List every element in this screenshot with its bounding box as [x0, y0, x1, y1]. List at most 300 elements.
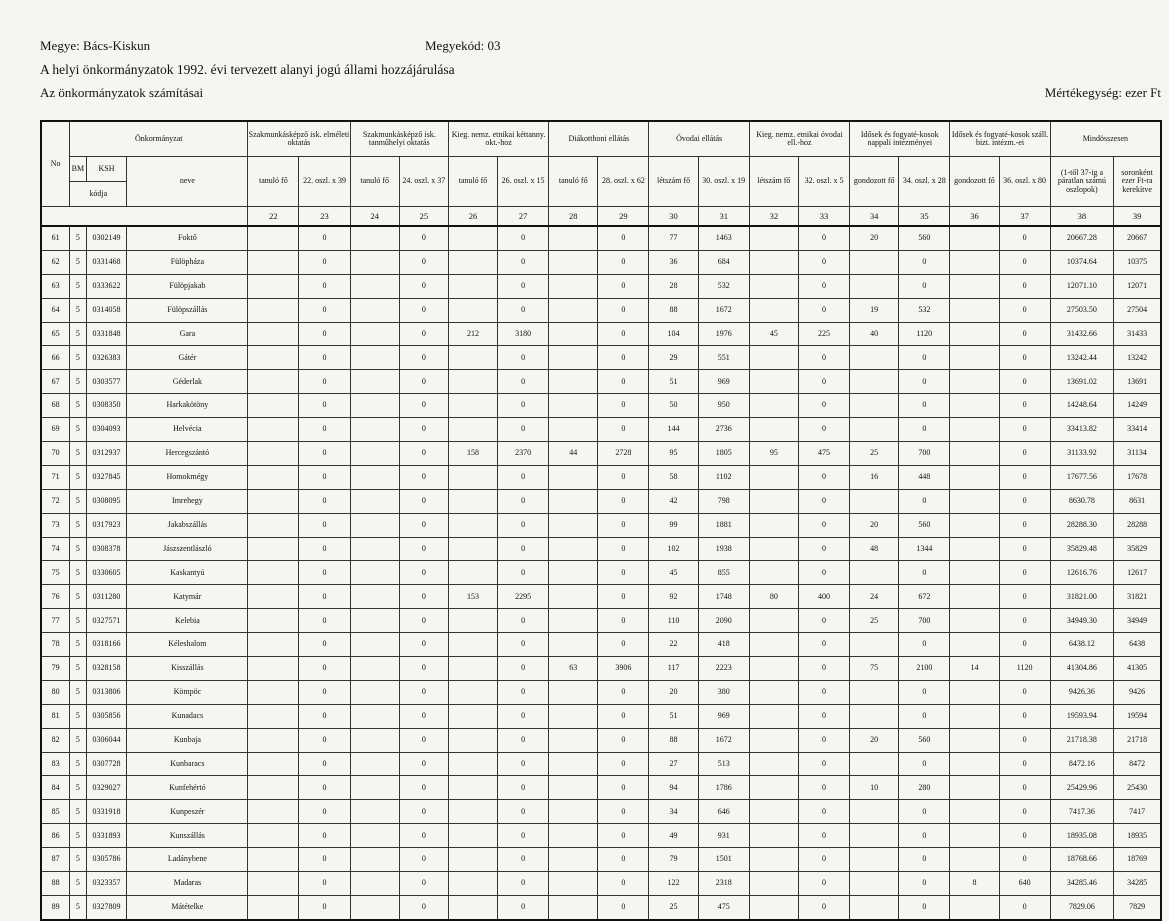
value-cell: [850, 394, 899, 418]
value-cell: 24: [850, 585, 899, 609]
municipality-name: Kéleshalom: [127, 633, 248, 657]
value-cell: 0: [999, 418, 1050, 442]
value-cell: 0: [498, 537, 549, 561]
bm-code: 5: [70, 274, 86, 298]
municipality-name: Kunbaracs: [127, 752, 248, 776]
value-cell: [350, 633, 399, 657]
value-cell: 19594: [1114, 704, 1161, 728]
value-cell: 0: [299, 752, 350, 776]
value-cell: 0: [999, 895, 1050, 919]
value-cell: [950, 752, 999, 776]
value-cell: [950, 298, 999, 322]
value-cell: 18935.08: [1050, 824, 1113, 848]
value-cell: 1501: [698, 848, 749, 872]
row-number: 73: [41, 513, 70, 537]
ksh-code: 0307728: [86, 752, 127, 776]
value-cell: 0: [299, 394, 350, 418]
value-cell: 0: [999, 848, 1050, 872]
value-cell: [248, 872, 299, 896]
value-cell: 0: [299, 848, 350, 872]
value-cell: 0: [999, 680, 1050, 704]
header-bm: BM: [70, 157, 86, 182]
value-cell: 0: [598, 226, 649, 250]
value-cell: [950, 561, 999, 585]
value-cell: [350, 657, 399, 681]
value-cell: 1786: [698, 776, 749, 800]
municipality-name: Foktő: [127, 226, 248, 250]
header-neve: neve: [127, 157, 248, 207]
value-cell: 0: [798, 370, 849, 394]
column-number: 34: [850, 207, 899, 227]
value-cell: 0: [498, 895, 549, 919]
value-cell: 14: [950, 657, 999, 681]
bm-code: 5: [70, 370, 86, 394]
value-cell: 0: [598, 728, 649, 752]
value-cell: 33413.82: [1050, 418, 1113, 442]
group-header: Szakmunkásképző isk. tanműhelyi oktatás: [350, 121, 448, 157]
table-row: [41, 800, 1161, 824]
value-cell: 0: [899, 824, 950, 848]
subheader: soronként ezer Ft-ra kerekítve: [1114, 157, 1161, 207]
value-cell: 0: [299, 776, 350, 800]
value-cell: 58: [649, 465, 698, 489]
value-cell: 0: [399, 370, 448, 394]
value-cell: 0: [798, 848, 849, 872]
ksh-code: 0308095: [86, 489, 127, 513]
value-cell: 0: [498, 824, 549, 848]
value-cell: [350, 322, 399, 346]
value-cell: 13691.02: [1050, 370, 1113, 394]
value-cell: 0: [399, 657, 448, 681]
value-cell: 0: [999, 322, 1050, 346]
value-cell: 0: [299, 824, 350, 848]
value-cell: 0: [399, 585, 448, 609]
value-cell: 0: [999, 752, 1050, 776]
ksh-code: 0328158: [86, 657, 127, 681]
value-cell: 684: [698, 250, 749, 274]
value-cell: 0: [798, 704, 849, 728]
value-cell: [549, 489, 598, 513]
table-row: [41, 489, 1161, 513]
value-cell: 475: [798, 442, 849, 466]
column-number: 27: [498, 207, 549, 227]
value-cell: [248, 848, 299, 872]
municipality-name: Gátér: [127, 346, 248, 370]
value-cell: 31821: [1114, 585, 1161, 609]
value-cell: 0: [999, 370, 1050, 394]
value-cell: [448, 250, 497, 274]
value-cell: 0: [299, 800, 350, 824]
subheader: 34. oszl. x 28: [899, 157, 950, 207]
bm-code: 5: [70, 680, 86, 704]
bm-code: 5: [70, 609, 86, 633]
value-cell: 0: [798, 609, 849, 633]
value-cell: 88: [649, 728, 698, 752]
value-cell: 0: [299, 346, 350, 370]
value-cell: 18769: [1114, 848, 1161, 872]
value-cell: 969: [698, 370, 749, 394]
value-cell: [448, 609, 497, 633]
value-cell: 36: [649, 250, 698, 274]
value-cell: [950, 226, 999, 250]
value-cell: 0: [899, 346, 950, 370]
municipality-name: Kunszállás: [127, 824, 248, 848]
header-no: No: [41, 121, 70, 207]
value-cell: [448, 800, 497, 824]
value-cell: 950: [698, 394, 749, 418]
value-cell: [248, 370, 299, 394]
column-number: 24: [350, 207, 399, 227]
value-cell: 49: [649, 824, 698, 848]
value-cell: [248, 442, 299, 466]
group-header: Idősek és fogyaté-kosok nappali intézményei: [850, 121, 950, 157]
subheader: tanuló fő: [549, 157, 598, 207]
value-cell: 855: [698, 561, 749, 585]
row-number: 75: [41, 561, 70, 585]
table-row: [41, 250, 1161, 274]
value-cell: 0: [299, 609, 350, 633]
table-row: [41, 513, 1161, 537]
value-cell: 0: [999, 704, 1050, 728]
value-cell: 0: [598, 370, 649, 394]
value-cell: 0: [498, 250, 549, 274]
value-cell: [749, 872, 798, 896]
value-cell: 8631: [1114, 489, 1161, 513]
value-cell: 0: [399, 346, 448, 370]
municipality-name: Kelebia: [127, 609, 248, 633]
value-cell: 418: [698, 633, 749, 657]
value-cell: 22: [649, 633, 698, 657]
value-cell: [850, 250, 899, 274]
table-row: [41, 561, 1161, 585]
value-cell: 0: [399, 680, 448, 704]
value-cell: [950, 513, 999, 537]
value-cell: 28: [649, 274, 698, 298]
municipality-name: Madaras: [127, 872, 248, 896]
value-cell: [448, 704, 497, 728]
value-cell: 19593.94: [1050, 704, 1113, 728]
value-cell: 12616.76: [1050, 561, 1113, 585]
ksh-code: 0304093: [86, 418, 127, 442]
value-cell: [248, 824, 299, 848]
ksh-code: 0313806: [86, 680, 127, 704]
municipality-name: Gara: [127, 322, 248, 346]
value-cell: [350, 585, 399, 609]
group-header: Mindösszesen: [1050, 121, 1161, 157]
row-number: 69: [41, 418, 70, 442]
value-cell: 41304.86: [1050, 657, 1113, 681]
row-number: 86: [41, 824, 70, 848]
value-cell: 92: [649, 585, 698, 609]
value-cell: 0: [598, 346, 649, 370]
document-subtitle: Az önkormányzatok számításai: [40, 85, 204, 100]
value-cell: [749, 633, 798, 657]
column-number: 25: [399, 207, 448, 227]
value-cell: 0: [899, 633, 950, 657]
value-cell: 0: [798, 394, 849, 418]
value-cell: 0: [999, 274, 1050, 298]
value-cell: 0: [299, 513, 350, 537]
value-cell: 0: [299, 274, 350, 298]
value-cell: [448, 394, 497, 418]
value-cell: 798: [698, 489, 749, 513]
value-cell: 0: [498, 704, 549, 728]
value-cell: 48: [850, 537, 899, 561]
value-cell: [350, 465, 399, 489]
value-cell: 95: [649, 442, 698, 466]
value-cell: 21718.38: [1050, 728, 1113, 752]
column-number: 37: [999, 207, 1050, 227]
value-cell: 31134: [1114, 442, 1161, 466]
ksh-code: 0327845: [86, 465, 127, 489]
value-cell: 0: [999, 561, 1050, 585]
column-number: 36: [950, 207, 999, 227]
value-cell: [549, 704, 598, 728]
value-cell: 672: [899, 585, 950, 609]
value-cell: 44: [549, 442, 598, 466]
value-cell: [749, 752, 798, 776]
value-cell: 700: [899, 609, 950, 633]
value-cell: [549, 465, 598, 489]
value-cell: [850, 561, 899, 585]
value-cell: 51: [649, 370, 698, 394]
value-cell: 0: [798, 418, 849, 442]
municipality-name: Mátételke: [127, 895, 248, 919]
row-number: 68: [41, 394, 70, 418]
value-cell: 13242.44: [1050, 346, 1113, 370]
value-cell: [248, 633, 299, 657]
value-cell: 0: [498, 848, 549, 872]
value-cell: [850, 370, 899, 394]
ksh-code: 0331918: [86, 800, 127, 824]
value-cell: 0: [498, 728, 549, 752]
group-header: Óvodai ellátás: [649, 121, 749, 157]
value-cell: 1672: [698, 728, 749, 752]
value-cell: 0: [399, 848, 448, 872]
ksh-code: 0331468: [86, 250, 127, 274]
value-cell: 0: [598, 585, 649, 609]
value-cell: [749, 609, 798, 633]
municipality-name: Fülöpjakab: [127, 274, 248, 298]
value-cell: 0: [299, 895, 350, 919]
value-cell: 0: [299, 298, 350, 322]
value-cell: [549, 394, 598, 418]
row-number: 66: [41, 346, 70, 370]
value-cell: 700: [899, 442, 950, 466]
value-cell: 0: [498, 513, 549, 537]
value-cell: [850, 704, 899, 728]
value-cell: 28288.30: [1050, 513, 1113, 537]
value-cell: [950, 322, 999, 346]
value-cell: [549, 322, 598, 346]
table-row: [41, 322, 1161, 346]
value-cell: [350, 824, 399, 848]
subheader: gondozott fő: [950, 157, 999, 207]
value-cell: 158: [448, 442, 497, 466]
value-cell: [350, 274, 399, 298]
value-cell: 77: [649, 226, 698, 250]
table-row: [41, 657, 1161, 681]
value-cell: 0: [899, 680, 950, 704]
value-cell: 0: [598, 489, 649, 513]
value-cell: 0: [598, 274, 649, 298]
table-row: [41, 680, 1161, 704]
value-cell: 13691: [1114, 370, 1161, 394]
value-cell: 0: [498, 872, 549, 896]
subheader: 32. oszl. x 5: [798, 157, 849, 207]
value-cell: 0: [899, 394, 950, 418]
value-cell: [549, 370, 598, 394]
value-cell: [350, 346, 399, 370]
value-cell: 63: [549, 657, 598, 681]
value-cell: 0: [498, 465, 549, 489]
value-cell: 2728: [598, 442, 649, 466]
value-cell: [549, 680, 598, 704]
value-cell: 212: [448, 322, 497, 346]
row-number: 85: [41, 800, 70, 824]
value-cell: 0: [798, 728, 849, 752]
value-cell: 0: [299, 537, 350, 561]
value-cell: 0: [899, 489, 950, 513]
value-cell: [350, 680, 399, 704]
value-cell: [749, 728, 798, 752]
value-cell: 0: [999, 394, 1050, 418]
value-cell: [448, 465, 497, 489]
value-cell: [749, 776, 798, 800]
value-cell: [448, 370, 497, 394]
value-cell: [850, 274, 899, 298]
column-number: 30: [649, 207, 698, 227]
value-cell: 27: [649, 752, 698, 776]
value-cell: 0: [798, 298, 849, 322]
value-cell: 42: [649, 489, 698, 513]
value-cell: 0: [899, 895, 950, 919]
municipality-name: Fülöpszállás: [127, 298, 248, 322]
value-cell: 34: [649, 800, 698, 824]
value-cell: 0: [899, 370, 950, 394]
value-cell: [248, 322, 299, 346]
value-cell: 0: [399, 418, 448, 442]
column-number-spacer: [41, 207, 248, 227]
ksh-code: 0333622: [86, 274, 127, 298]
value-cell: 475: [698, 895, 749, 919]
value-cell: [350, 872, 399, 896]
value-cell: 0: [598, 418, 649, 442]
value-cell: [749, 274, 798, 298]
bm-code: 5: [70, 442, 86, 466]
bm-code: 5: [70, 561, 86, 585]
value-cell: 0: [798, 537, 849, 561]
value-cell: 8: [950, 872, 999, 896]
value-cell: [248, 776, 299, 800]
value-cell: 25429.96: [1050, 776, 1113, 800]
value-cell: [448, 633, 497, 657]
value-cell: 20: [850, 226, 899, 250]
value-cell: [248, 418, 299, 442]
value-cell: 6438.12: [1050, 633, 1113, 657]
value-cell: 25: [649, 895, 698, 919]
column-number: 26: [448, 207, 497, 227]
value-cell: [950, 250, 999, 274]
value-cell: 1976: [698, 322, 749, 346]
value-cell: [448, 728, 497, 752]
value-cell: [950, 274, 999, 298]
value-cell: 99: [649, 513, 698, 537]
ksh-code: 0331893: [86, 824, 127, 848]
value-cell: [350, 800, 399, 824]
value-cell: 7829.06: [1050, 895, 1113, 919]
value-cell: 0: [598, 848, 649, 872]
value-cell: 2295: [498, 585, 549, 609]
value-cell: 0: [798, 633, 849, 657]
value-cell: 0: [399, 776, 448, 800]
bm-code: 5: [70, 322, 86, 346]
value-cell: [549, 728, 598, 752]
column-number: 39: [1114, 207, 1161, 227]
column-number: 28: [549, 207, 598, 227]
value-cell: [248, 657, 299, 681]
bm-code: 5: [70, 776, 86, 800]
value-cell: 0: [598, 609, 649, 633]
value-cell: 0: [399, 442, 448, 466]
subheader: 30. oszl. x 19: [698, 157, 749, 207]
group-header: Idősek és fogyaté-kosok száll. bizt. intézm.-ei: [950, 121, 1050, 157]
value-cell: [950, 895, 999, 919]
table-body: [41, 226, 1161, 920]
value-cell: [749, 824, 798, 848]
value-cell: 0: [498, 609, 549, 633]
value-cell: 25: [850, 609, 899, 633]
group-header: Szakmunkásképző isk. elméleti oktatás: [248, 121, 350, 157]
unit-label: Mértékegység: ezer Ft: [1044, 85, 1161, 100]
ksh-code: 0331848: [86, 322, 127, 346]
bm-code: 5: [70, 250, 86, 274]
value-cell: [350, 704, 399, 728]
value-cell: 0: [498, 680, 549, 704]
value-cell: 560: [899, 226, 950, 250]
ksh-code: 0314058: [86, 298, 127, 322]
value-cell: [549, 250, 598, 274]
value-cell: 0: [299, 418, 350, 442]
value-cell: 640: [999, 872, 1050, 896]
value-cell: 14248.64: [1050, 394, 1113, 418]
value-cell: 34949.30: [1050, 609, 1113, 633]
value-cell: [448, 418, 497, 442]
value-cell: [850, 633, 899, 657]
value-cell: [248, 250, 299, 274]
value-cell: [749, 537, 798, 561]
value-cell: [448, 561, 497, 585]
value-cell: 0: [999, 537, 1050, 561]
value-cell: 2100: [899, 657, 950, 681]
bm-code: 5: [70, 848, 86, 872]
ksh-code: 0326383: [86, 346, 127, 370]
value-cell: 0: [299, 728, 350, 752]
value-cell: 0: [498, 274, 549, 298]
value-cell: [248, 346, 299, 370]
value-cell: [850, 848, 899, 872]
value-cell: 0: [999, 226, 1050, 250]
bm-code: 5: [70, 752, 86, 776]
value-cell: 0: [899, 418, 950, 442]
value-cell: [350, 728, 399, 752]
header-onkormanyzat: Önkormányzat: [70, 121, 248, 157]
value-cell: 79: [649, 848, 698, 872]
municipality-name: Kunbaja: [127, 728, 248, 752]
value-cell: 10: [850, 776, 899, 800]
value-cell: [749, 561, 798, 585]
value-cell: [350, 489, 399, 513]
